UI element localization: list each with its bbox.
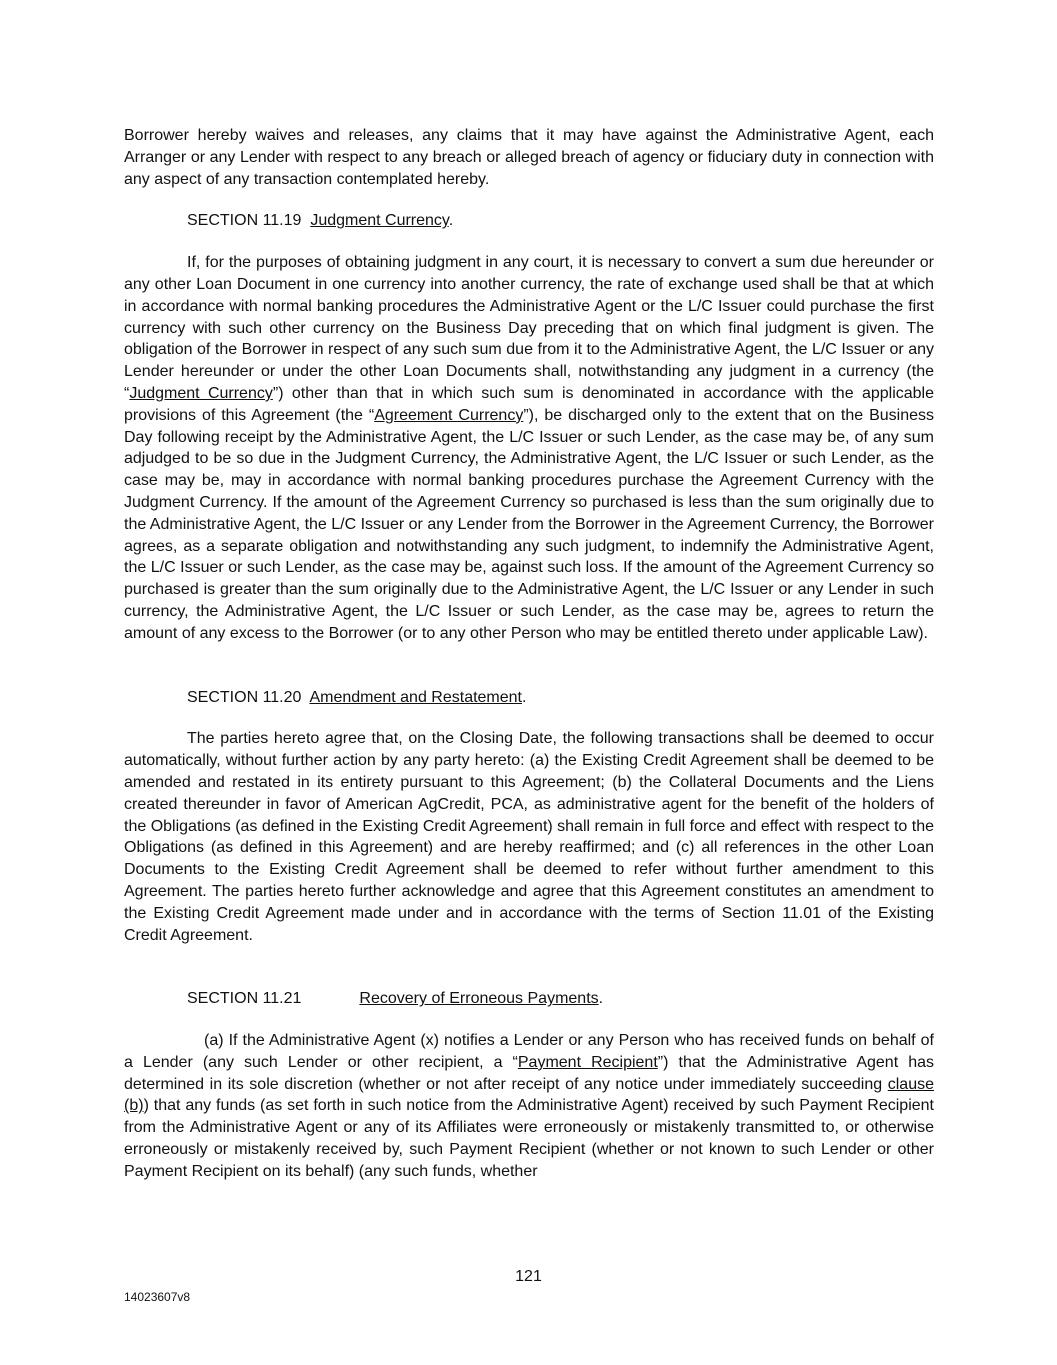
paragraph-text: If, for the purposes of obtaining judgment in any court, it is necessary to convert a sum due hereunder or any other Loan Document in one currency into another currency, the rate of exchange used shall be that at which in accordance with normal banking procedures the Administrative Agent or the L/C Issuer could purchase the first currency with such other currency on the Business Day preceding that on which final judgment is given. The obligation of the Borrower in respect of any such sum due from it to the Administrative Agent, the L/C Issuer or any Lender hereunder or under the other Loan Documents shall, notwithstanding any judgment in a currency (the “ — [124, 254, 934, 402]
section-number: SECTION 11.20 — [187, 688, 302, 706]
section-11-21-heading: SECTION 11.21 Recovery of Erroneous Payments. — [187, 990, 604, 1008]
section-title: Judgment Currency — [310, 212, 449, 230]
paragraph-text: ) that any funds (as set forth in such notice from the Administrative Agent) received by such Payment Recipient from the Administrative Agent or any of its Affiliates were erroneously or mistakenly transmitted to, or otherwise erroneously or mistakenly received by, such Payment Recipient (whether or not known to such Lender or other Payment Recipient on its behalf) (any such funds, whether — [124, 1097, 934, 1180]
section-number: SECTION 11.21 — [187, 990, 302, 1008]
paragraph-text: ”), be discharged only to the extent that on the Business Day following receipt by the Administrative Agent, the L/C Issuer or such Lender, as the case may be, of any sum adjudged to be so due in the Judgment Currency, the Administrative Agent, the L/C Issuer or such Lender, as the case may be, may in accordance with normal banking procedures purchase the Agreement Currency with the Judgment Currency. If the amount of the Agreement Currency so purchased is less than the sum originally due to the Administrative Agent, the L/C Issuer or any Lender from the Borrower in the Agreement Currency, the Borrower agrees, as a separate obligation and notwithstanding any such judgment, to indemnify the Administrative Agent, the L/C Issuer or such Lender, as the case may be, against such loss. If the amount of the Agreement Currency so purchased is greater than the sum originally due to the Administrative Agent, the L/C Issuer or any Lender in such currency, the Administrative Agent, the L/C Issuer or such Lender, as the case may be, agrees to return the amount of any excess to the Borrower (or to any other Person who may be entitled thereto under applicable Law). — [124, 406, 934, 642]
section-11-19-paragraph — [124, 252, 934, 644]
section-title: Recovery of Erroneous Payments — [359, 990, 599, 1008]
document-id: 14023607v8 — [124, 1290, 191, 1304]
intro-paragraph: Borrower hereby waives and releases, any claims that it may have against the Administrative Agent, each Arranger or any Lender with respect to any breach or alleged breach of agency or fiduciary duty in connection with any aspect of any transaction contemplated hereby. — [124, 127, 934, 188]
defined-term: Agreement Currency — [374, 406, 524, 424]
section-11-20-heading: SECTION 11.20 Amendment and Restatement. — [187, 688, 527, 706]
section-11-21-paragraph — [124, 1030, 934, 1183]
section-11-20-paragraph: The parties hereto agree that, on the Closing Date, the following transactions shall be deemed to occur automatically, without further action by any party hereto: (a) the Existing Credit Agreement shall be deemed to be amended and restated in its entirety pursuant to this Agreement; (b) the Collateral Documents and the Liens created thereunder in favor of American AgCredit, PCA, as administrative agent for the benefit of the holders of the Obligations (as defined in the Existing Credit Agreement) shall remain in full force and effect with respect to the Obligations (as defined in this Agreement) and are hereby reaffirmed; and (c) all references in the other Loan Documents to the Existing Credit Agreement shall be deemed to refer without further amendment to this Agreement. The parties hereto further acknowledge and agree that this Agreement constitutes an amendment to the Existing Credit Agreement made under and in accordance with the terms of Section 11.01 of the Existing Credit Agreement. — [124, 730, 934, 944]
page-number: 121 — [515, 1268, 542, 1285]
paragraph-text: (a) If the Administrative Agent (x) notifies a Lender or any Person who has received funds on behalf of a Lender (any such Lender or other recipient, a “ — [124, 1032, 934, 1071]
section-11-19-heading: SECTION 11.19 Judgment Currency. — [187, 212, 454, 230]
paragraph-text: ”) other than that in which such sum is denominated in accordance with the applicable provisions of this Agreement (the “ — [124, 384, 935, 424]
clause-reference: clause (b) — [124, 1075, 934, 1115]
defined-term: Judgment Currency — [129, 384, 273, 402]
defined-term: Payment Recipient — [517, 1053, 658, 1071]
paragraph-text: ”) that the Administrative Agent has determined in its sole discretion (whether or not after receipt of any notice under immediately succeeding — [124, 1053, 934, 1093]
section-title: Amendment and Restatement — [309, 688, 522, 706]
document-page — [124, 125, 934, 1183]
section-number: SECTION 11.19 — [187, 212, 302, 230]
